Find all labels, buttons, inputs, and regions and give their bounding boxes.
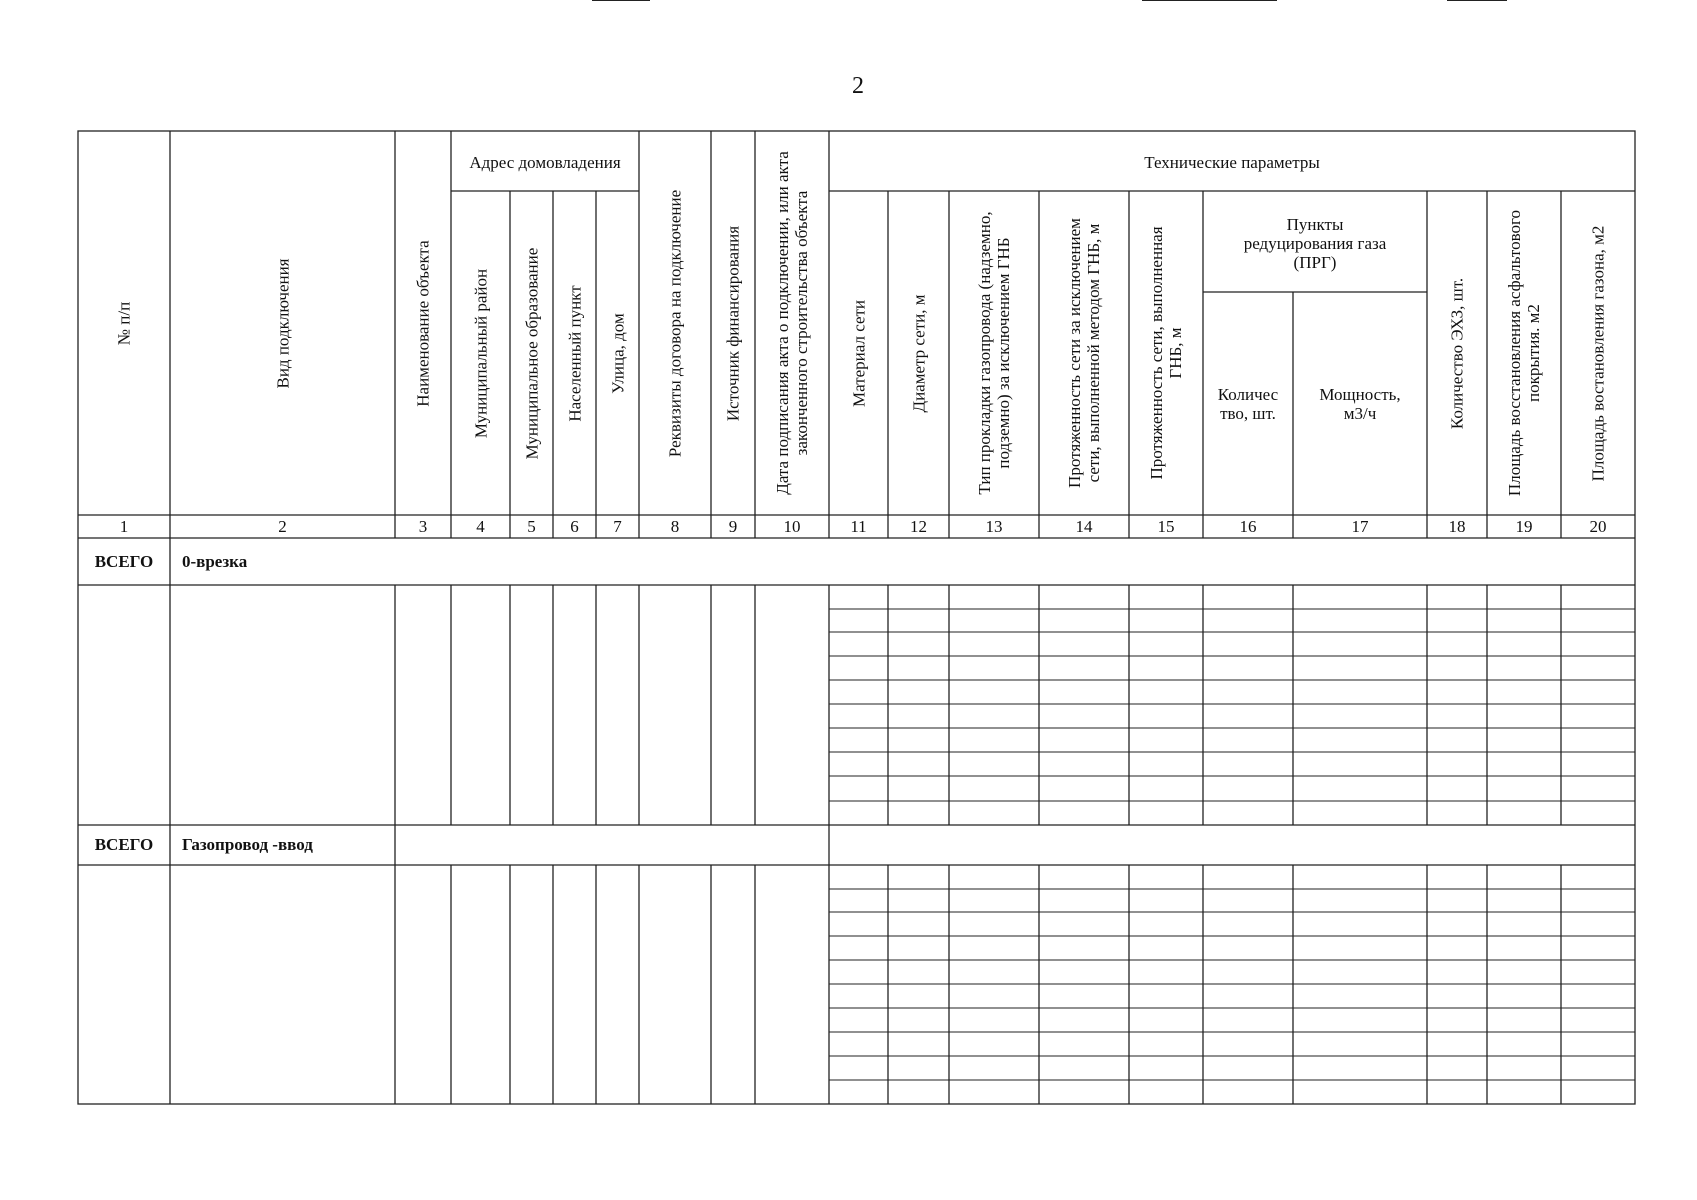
tech-params-group-header: Технические параметры <box>1144 152 1320 172</box>
column-number: 12 <box>910 516 927 536</box>
address-group-header: Адрес домовладения <box>469 152 621 172</box>
section-type-label: 0-врезка <box>182 551 248 571</box>
header-col18: Количество ЭХЗ, шт. <box>1447 277 1467 429</box>
header-col7-cell <box>596 191 639 515</box>
column-number: 10 <box>783 516 801 536</box>
header-col7: Улица, дом <box>608 312 627 394</box>
scan-artifact <box>1447 0 1507 1</box>
column-number: 19 <box>1515 516 1533 536</box>
header-col8: Реквизиты договора на подключение <box>665 189 685 457</box>
header-col9: Источник финансирования <box>723 225 743 421</box>
section-total-label: ВСЕГО <box>94 835 154 854</box>
column-number: 4 <box>476 516 485 536</box>
column-number: 15 <box>1157 516 1175 536</box>
scan-artifact <box>592 0 650 1</box>
column-number: 2 <box>278 516 287 536</box>
header-col3-cell <box>395 131 451 515</box>
header-col17: Мощность, м3/ч <box>1319 384 1401 423</box>
column-number: 7 <box>613 516 622 536</box>
header-col4-cell <box>451 191 510 515</box>
column-number: 20 <box>1589 516 1607 536</box>
header-col6: Населенный пункт <box>565 284 584 422</box>
column-number: 18 <box>1448 516 1466 536</box>
header-col11: Материал сети <box>849 299 868 407</box>
column-number: 9 <box>728 516 738 536</box>
header-col3: Наименование объекта <box>413 239 433 407</box>
header-col5-cell <box>510 191 553 515</box>
header-col13: Тип прокладки газопровода (надземно, подземно) за исключением ГНБ <box>975 211 1013 495</box>
scan-artifact <box>1142 0 1277 1</box>
column-number: 1 <box>119 516 129 536</box>
header-col19-cell <box>1487 191 1561 515</box>
prg-group-header: Пункты редуцирования газа (ПРГ) <box>1243 214 1387 272</box>
header-col19: Площадь восстановления асфальтового покрытия. м2 <box>1505 209 1543 497</box>
header-col16: Количес тво, шт. <box>1217 384 1279 423</box>
page-number: 2 <box>852 73 864 99</box>
column-number: 8 <box>670 516 680 536</box>
column-number: 11 <box>850 516 867 536</box>
header-col6-cell <box>553 191 596 515</box>
header-col9-cell <box>711 131 755 515</box>
column-number: 13 <box>985 516 1003 536</box>
header-col12: Диаметр сети, м <box>909 294 928 413</box>
column-number: 3 <box>418 516 428 536</box>
header-col1: № п/п <box>114 301 134 345</box>
column-number: 5 <box>527 516 536 536</box>
header-col14: Протяженность сети за исключением сети, выполненной методом ГНБ, м <box>1065 218 1103 488</box>
header-col15: Протяженность сети, выполненная ГНБ, м <box>1147 226 1185 480</box>
header-col8-cell <box>639 131 711 515</box>
column-number: 6 <box>570 516 579 536</box>
header-col10: Дата подписания акта о подключении, или акта законченного строительства объекта <box>773 151 811 495</box>
header-col2: Вид подключения <box>273 258 292 388</box>
column-number: 16 <box>1239 516 1257 536</box>
header-col4: Муниципальный район <box>471 268 490 438</box>
header-col10-cell <box>755 131 829 515</box>
section-total-label: ВСЕГО <box>94 551 154 571</box>
header-col13-cell <box>949 191 1039 515</box>
header-col15-cell <box>1129 191 1203 515</box>
section-type-label: Газопровод -ввод <box>182 835 313 854</box>
header-col2-cell <box>170 131 395 515</box>
header-col11-cell <box>829 191 888 515</box>
header-col18-cell <box>1427 191 1487 515</box>
header-col5: Муниципальное образование <box>522 247 541 459</box>
column-number: 17 <box>1351 516 1369 536</box>
header-col20: Площадь востановления газона, м2 <box>1588 225 1608 481</box>
header-col12-cell <box>888 191 949 515</box>
column-number: 14 <box>1075 516 1093 536</box>
header-col1-cell <box>78 131 170 515</box>
header-col14-cell <box>1039 191 1129 515</box>
header-col20-cell <box>1561 191 1635 515</box>
